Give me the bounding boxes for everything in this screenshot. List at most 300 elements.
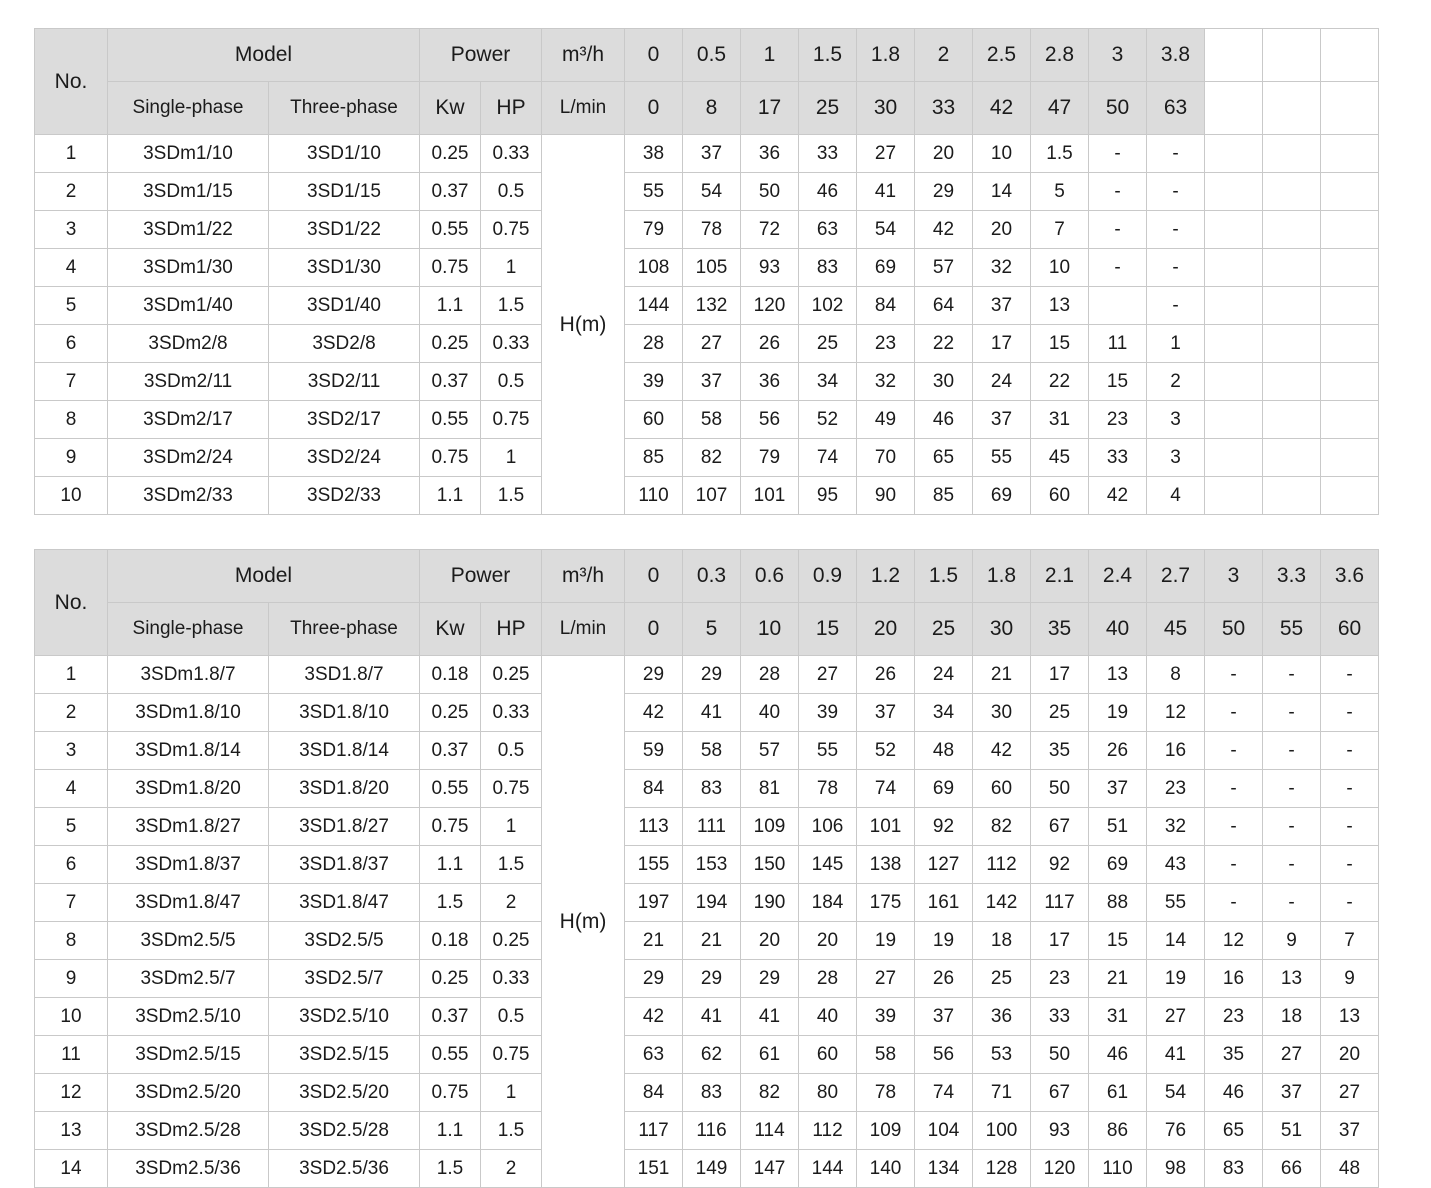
cell-head-value: 175: [857, 884, 915, 922]
cell-three-phase: 3SD1/40: [269, 287, 420, 325]
cell-three-phase: 3SD1/30: [269, 249, 420, 287]
col-header-hp: HP: [481, 603, 542, 656]
cell-head-value: 83: [799, 249, 857, 287]
cell-head-value: -: [1205, 656, 1263, 694]
flow-lmin-value: [1205, 82, 1263, 135]
cell-single-phase: 3SDm2.5/7: [108, 960, 269, 998]
cell-head-value: 28: [741, 656, 799, 694]
cell-head-value: [1263, 401, 1321, 439]
cell-hp: 0.5: [481, 998, 542, 1036]
cell-no: 8: [35, 922, 108, 960]
cell-head-value: 24: [973, 363, 1031, 401]
cell-head-value: 21: [625, 922, 683, 960]
col-header-flow-m3h: m³/h: [542, 29, 625, 82]
cell-hp: 0.33: [481, 135, 542, 173]
cell-head-value: 10: [973, 135, 1031, 173]
cell-head-value: 60: [973, 770, 1031, 808]
cell-hp: 1: [481, 249, 542, 287]
cell-head-value: [1321, 401, 1379, 439]
cell-head-value: 60: [1031, 477, 1089, 515]
flow-lmin-value: 0: [625, 82, 683, 135]
cell-head-value: 13: [1031, 287, 1089, 325]
cell-head-value: 98: [1147, 1150, 1205, 1188]
col-header-model: Model: [108, 550, 420, 603]
cell-head-value: [1321, 287, 1379, 325]
cell-single-phase: 3SDm2.5/10: [108, 998, 269, 1036]
cell-no: 12: [35, 1074, 108, 1112]
cell-head-value: 105: [683, 249, 741, 287]
cell-single-phase: 3SDm2.5/15: [108, 1036, 269, 1074]
cell-head-value: [1205, 173, 1263, 211]
cell-head-value: 120: [741, 287, 799, 325]
table-row: [35, 325, 1379, 363]
cell-head-value: [1321, 363, 1379, 401]
cell-head-value: 153: [683, 846, 741, 884]
flow-lmin-value: 8: [683, 82, 741, 135]
cell-head-value: 51: [1263, 1112, 1321, 1150]
cell-head-value: 93: [1031, 1112, 1089, 1150]
cell-head-value: 46: [1205, 1074, 1263, 1112]
cell-head-value: 13: [1089, 656, 1147, 694]
cell-head-value: 120: [1031, 1150, 1089, 1188]
flow-m3h-value: 3: [1205, 550, 1263, 603]
cell-head-value: 34: [915, 694, 973, 732]
cell-hp: 0.33: [481, 960, 542, 998]
flow-m3h-value: 2.8: [1031, 29, 1089, 82]
cell-kw: 0.25: [420, 960, 481, 998]
cell-head-value: 20: [799, 922, 857, 960]
cell-head-value: 42: [625, 694, 683, 732]
cell-head-value: [1263, 325, 1321, 363]
cell-head-value: 33: [1089, 439, 1147, 477]
cell-no: 5: [35, 808, 108, 846]
cell-head-value: 82: [973, 808, 1031, 846]
cell-kw: 1.1: [420, 846, 481, 884]
cell-head-value: 21: [973, 656, 1031, 694]
cell-three-phase: 3SD2/33: [269, 477, 420, 515]
cell-head-value: 69: [1089, 846, 1147, 884]
col-header-hp: HP: [481, 82, 542, 135]
cell-hp: 1: [481, 439, 542, 477]
cell-head-value: 79: [625, 211, 683, 249]
cell-no: 8: [35, 401, 108, 439]
cell-no: 9: [35, 960, 108, 998]
cell-head-value: 39: [799, 694, 857, 732]
cell-head-value: 83: [683, 770, 741, 808]
cell-head-value: 27: [683, 325, 741, 363]
cell-single-phase: 3SDm1.8/14: [108, 732, 269, 770]
flow-lmin-value: 25: [915, 603, 973, 656]
cell-head-value: 69: [973, 477, 1031, 515]
cell-head-value: 1.5: [1031, 135, 1089, 173]
cell-three-phase: 3SD1.8/20: [269, 770, 420, 808]
cell-single-phase: 3SDm2.5/5: [108, 922, 269, 960]
cell-head-value: 39: [857, 998, 915, 1036]
cell-head-value: 37: [973, 401, 1031, 439]
cell-head-value: 84: [857, 287, 915, 325]
cell-head-value: 83: [683, 1074, 741, 1112]
cell-head-value: 49: [857, 401, 915, 439]
cell-head-value: 107: [683, 477, 741, 515]
table-row: [35, 846, 1379, 884]
cell-head-value: 78: [683, 211, 741, 249]
cell-no: 6: [35, 325, 108, 363]
cell-head-value: 19: [915, 922, 973, 960]
cell-head-value: 14: [973, 173, 1031, 211]
cell-head-value: -: [1263, 732, 1321, 770]
flow-lmin-value: 5: [683, 603, 741, 656]
cell-single-phase: 3SDm2/11: [108, 363, 269, 401]
flow-m3h-value: 3.3: [1263, 550, 1321, 603]
cell-head-value: 17: [1031, 656, 1089, 694]
flow-m3h-value: 1.5: [799, 29, 857, 82]
cell-no: 3: [35, 732, 108, 770]
cell-head-value: 19: [857, 922, 915, 960]
cell-kw: 0.25: [420, 694, 481, 732]
cell-head-value: -: [1205, 770, 1263, 808]
cell-kw: 1.1: [420, 1112, 481, 1150]
cell-single-phase: 3SDm1/22: [108, 211, 269, 249]
cell-head-value: -: [1205, 808, 1263, 846]
cell-head-value: [1263, 249, 1321, 287]
cell-head-value: 7: [1321, 922, 1379, 960]
cell-hp: 1.5: [481, 477, 542, 515]
cell-head-value: 29: [625, 960, 683, 998]
cell-head-value: [1321, 439, 1379, 477]
cell-head-value: 23: [1205, 998, 1263, 1036]
cell-three-phase: 3SD2.5/10: [269, 998, 420, 1036]
flow-lmin-value: 30: [857, 82, 915, 135]
cell-hp: 0.33: [481, 325, 542, 363]
head-unit-label: H(m): [542, 135, 625, 515]
cell-head-value: 36: [741, 135, 799, 173]
flow-lmin-value: 33: [915, 82, 973, 135]
flow-m3h-value: 0: [625, 550, 683, 603]
header-row-top: [35, 550, 1379, 603]
cell-head-value: 127: [915, 846, 973, 884]
cell-single-phase: 3SDm2.5/20: [108, 1074, 269, 1112]
table-row: [35, 656, 1379, 694]
col-header-model: Model: [108, 29, 420, 82]
cell-head-value: [1205, 325, 1263, 363]
cell-head-value: 79: [741, 439, 799, 477]
cell-three-phase: 3SD2.5/7: [269, 960, 420, 998]
cell-head-value: 29: [625, 656, 683, 694]
cell-head-value: 109: [741, 808, 799, 846]
cell-head-value: 15: [1089, 363, 1147, 401]
cell-three-phase: 3SD1.8/7: [269, 656, 420, 694]
cell-three-phase: 3SD2/8: [269, 325, 420, 363]
cell-head-value: 32: [857, 363, 915, 401]
cell-head-value: 67: [1031, 808, 1089, 846]
flow-m3h-value: [1263, 29, 1321, 82]
table-row: [35, 135, 1379, 173]
cell-hp: 1: [481, 808, 542, 846]
cell-head-value: 9: [1321, 960, 1379, 998]
flow-lmin-value: 17: [741, 82, 799, 135]
cell-single-phase: 3SDm1.8/37: [108, 846, 269, 884]
cell-no: 14: [35, 1150, 108, 1188]
table-row: [35, 401, 1379, 439]
header-row-top: [35, 29, 1379, 82]
cell-head-value: 28: [625, 325, 683, 363]
cell-head-value: 46: [799, 173, 857, 211]
cell-hp: 0.5: [481, 363, 542, 401]
cell-head-value: -: [1205, 694, 1263, 732]
cell-head-value: 55: [973, 439, 1031, 477]
cell-head-value: 84: [625, 770, 683, 808]
cell-head-value: 18: [973, 922, 1031, 960]
cell-no: 4: [35, 770, 108, 808]
cell-head-value: 112: [799, 1112, 857, 1150]
cell-single-phase: 3SDm1.8/7: [108, 656, 269, 694]
cell-head-value: 2: [1147, 363, 1205, 401]
cell-head-value: 50: [1031, 1036, 1089, 1074]
flow-lmin-value: 42: [973, 82, 1031, 135]
cell-kw: 0.37: [420, 732, 481, 770]
cell-head-value: -: [1147, 211, 1205, 249]
cell-head-value: 25: [1031, 694, 1089, 732]
table-row: [35, 884, 1379, 922]
cell-head-value: 20: [973, 211, 1031, 249]
flow-lmin-value: 60: [1321, 603, 1379, 656]
cell-head-value: -: [1263, 770, 1321, 808]
col-header-three-phase: Three-phase: [269, 603, 420, 656]
cell-no: 9: [35, 439, 108, 477]
cell-head-value: 20: [915, 135, 973, 173]
cell-head-value: 55: [1147, 884, 1205, 922]
cell-three-phase: 3SD1.8/47: [269, 884, 420, 922]
cell-head-value: 20: [1321, 1036, 1379, 1074]
cell-single-phase: 3SDm1.8/27: [108, 808, 269, 846]
cell-head-value: 31: [1031, 401, 1089, 439]
flow-lmin-value: 15: [799, 603, 857, 656]
col-header-kw: Kw: [420, 603, 481, 656]
cell-head-value: 3: [1147, 401, 1205, 439]
cell-head-value: 82: [683, 439, 741, 477]
cell-head-value: 140: [857, 1150, 915, 1188]
cell-head-value: 52: [799, 401, 857, 439]
cell-head-value: 33: [1031, 998, 1089, 1036]
cell-hp: 0.25: [481, 656, 542, 694]
cell-head-value: 60: [625, 401, 683, 439]
cell-head-value: 74: [799, 439, 857, 477]
cell-head-value: -: [1205, 846, 1263, 884]
cell-head-value: 83: [1205, 1150, 1263, 1188]
cell-head-value: -: [1147, 135, 1205, 173]
cell-head-value: [1263, 211, 1321, 249]
cell-head-value: 26: [915, 960, 973, 998]
cell-kw: 1.1: [420, 287, 481, 325]
cell-head-value: 27: [1263, 1036, 1321, 1074]
cell-head-value: 85: [915, 477, 973, 515]
cell-single-phase: 3SDm2/24: [108, 439, 269, 477]
cell-three-phase: 3SD1.8/14: [269, 732, 420, 770]
cell-head-value: 37: [683, 135, 741, 173]
col-header-no: No.: [35, 550, 108, 656]
cell-head-value: 67: [1031, 1074, 1089, 1112]
cell-head-value: 25: [973, 960, 1031, 998]
cell-head-value: -: [1147, 173, 1205, 211]
cell-hp: 1.5: [481, 287, 542, 325]
cell-head-value: 23: [1089, 401, 1147, 439]
cell-head-value: 21: [1089, 960, 1147, 998]
cell-head-value: 64: [915, 287, 973, 325]
cell-single-phase: 3SDm1/30: [108, 249, 269, 287]
cell-head-value: 36: [973, 998, 1031, 1036]
cell-head-value: -: [1321, 846, 1379, 884]
flow-lmin-value: 35: [1031, 603, 1089, 656]
flow-m3h-value: 0.6: [741, 550, 799, 603]
cell-head-value: 41: [683, 694, 741, 732]
cell-head-value: 14: [1147, 922, 1205, 960]
cell-head-value: 45: [1031, 439, 1089, 477]
cell-head-value: 116: [683, 1112, 741, 1150]
cell-kw: 1.5: [420, 884, 481, 922]
cell-head-value: 42: [625, 998, 683, 1036]
cell-no: 2: [35, 694, 108, 732]
cell-head-value: 41: [741, 998, 799, 1036]
table-row: [35, 960, 1379, 998]
flow-lmin-value: 63: [1147, 82, 1205, 135]
flow-m3h-value: 0.9: [799, 550, 857, 603]
cell-head-value: 113: [625, 808, 683, 846]
cell-head-value: 32: [973, 249, 1031, 287]
cell-head-value: 69: [857, 249, 915, 287]
cell-head-value: 46: [915, 401, 973, 439]
cell-head-value: [1205, 135, 1263, 173]
cell-head-value: -: [1321, 656, 1379, 694]
flow-m3h-value: 1.2: [857, 550, 915, 603]
cell-head-value: 57: [915, 249, 973, 287]
cell-head-value: 72: [741, 211, 799, 249]
cell-head-value: 60: [799, 1036, 857, 1074]
cell-head-value: 112: [973, 846, 1031, 884]
cell-head-value: [1263, 439, 1321, 477]
cell-head-value: 93: [741, 249, 799, 287]
cell-head-value: 33: [799, 135, 857, 173]
cell-single-phase: 3SDm1.8/20: [108, 770, 269, 808]
cell-head-value: 63: [625, 1036, 683, 1074]
cell-head-value: 149: [683, 1150, 741, 1188]
cell-head-value: 106: [799, 808, 857, 846]
cell-head-value: 81: [741, 770, 799, 808]
cell-head-value: 78: [857, 1074, 915, 1112]
col-header-single-phase: Single-phase: [108, 603, 269, 656]
cell-no: 7: [35, 884, 108, 922]
cell-head-value: 95: [799, 477, 857, 515]
cell-single-phase: 3SDm2.5/36: [108, 1150, 269, 1188]
cell-head-value: 58: [683, 401, 741, 439]
cell-head-value: 54: [1147, 1074, 1205, 1112]
cell-single-phase: 3SDm1/40: [108, 287, 269, 325]
cell-head-value: 56: [741, 401, 799, 439]
cell-head-value: 100: [973, 1112, 1031, 1150]
cell-head-value: -: [1263, 884, 1321, 922]
cell-head-value: 23: [1031, 960, 1089, 998]
col-header-kw: Kw: [420, 82, 481, 135]
flow-lmin-value: 47: [1031, 82, 1089, 135]
header-row-bottom: [35, 603, 1379, 656]
cell-head-value: 37: [1089, 770, 1147, 808]
cell-three-phase: 3SD2/17: [269, 401, 420, 439]
cell-head-value: 29: [683, 656, 741, 694]
cell-head-value: [1205, 439, 1263, 477]
cell-head-value: 34: [799, 363, 857, 401]
cell-head-value: [1321, 173, 1379, 211]
cell-head-value: 27: [857, 960, 915, 998]
cell-head-value: [1263, 477, 1321, 515]
cell-head-value: 197: [625, 884, 683, 922]
cell-head-value: 21: [683, 922, 741, 960]
cell-head-value: 109: [857, 1112, 915, 1150]
cell-head-value: 85: [625, 439, 683, 477]
cell-hp: 0.5: [481, 732, 542, 770]
flow-m3h-value: 0.5: [683, 29, 741, 82]
cell-head-value: [1205, 211, 1263, 249]
cell-head-value: 19: [1089, 694, 1147, 732]
cell-head-value: -: [1089, 211, 1147, 249]
cell-head-value: 58: [857, 1036, 915, 1074]
cell-head-value: 42: [1089, 477, 1147, 515]
cell-head-value: 17: [973, 325, 1031, 363]
cell-head-value: [1205, 249, 1263, 287]
cell-head-value: 108: [625, 249, 683, 287]
cell-head-value: 147: [741, 1150, 799, 1188]
cell-three-phase: 3SD1.8/10: [269, 694, 420, 732]
cell-single-phase: 3SDm2/33: [108, 477, 269, 515]
cell-head-value: 23: [857, 325, 915, 363]
flow-m3h-value: 2.7: [1147, 550, 1205, 603]
cell-head-value: 37: [1263, 1074, 1321, 1112]
cell-head-value: 32: [1147, 808, 1205, 846]
cell-head-value: 117: [625, 1112, 683, 1150]
cell-head-value: 26: [857, 656, 915, 694]
col-header-power: Power: [420, 550, 542, 603]
cell-head-value: 53: [973, 1036, 1031, 1074]
cell-hp: 1: [481, 1074, 542, 1112]
cell-kw: 0.37: [420, 173, 481, 211]
cell-head-value: 69: [915, 770, 973, 808]
table-row: [35, 808, 1379, 846]
cell-head-value: -: [1205, 884, 1263, 922]
cell-head-value: -: [1263, 694, 1321, 732]
col-header-flow-lmin: L/min: [542, 603, 625, 656]
cell-head-value: [1263, 287, 1321, 325]
cell-head-value: 134: [915, 1150, 973, 1188]
cell-head-value: -: [1263, 846, 1321, 884]
cell-head-value: 78: [799, 770, 857, 808]
cell-head-value: 27: [1321, 1074, 1379, 1112]
cell-single-phase: 3SDm1.8/10: [108, 694, 269, 732]
cell-head-value: 22: [915, 325, 973, 363]
cell-head-value: 66: [1263, 1150, 1321, 1188]
cell-head-value: -: [1089, 135, 1147, 173]
cell-head-value: 5: [1031, 173, 1089, 211]
cell-single-phase: 3SDm2.5/28: [108, 1112, 269, 1150]
cell-head-value: 142: [973, 884, 1031, 922]
flow-lmin-value: [1321, 82, 1379, 135]
cell-head-value: 102: [799, 287, 857, 325]
cell-hp: 0.75: [481, 401, 542, 439]
cell-head-value: 151: [625, 1150, 683, 1188]
cell-head-value: -: [1089, 249, 1147, 287]
cell-head-value: [1263, 173, 1321, 211]
table-row: [35, 211, 1379, 249]
table-row: [35, 770, 1379, 808]
cell-no: 3: [35, 211, 108, 249]
cell-single-phase: 3SDm1.8/47: [108, 884, 269, 922]
